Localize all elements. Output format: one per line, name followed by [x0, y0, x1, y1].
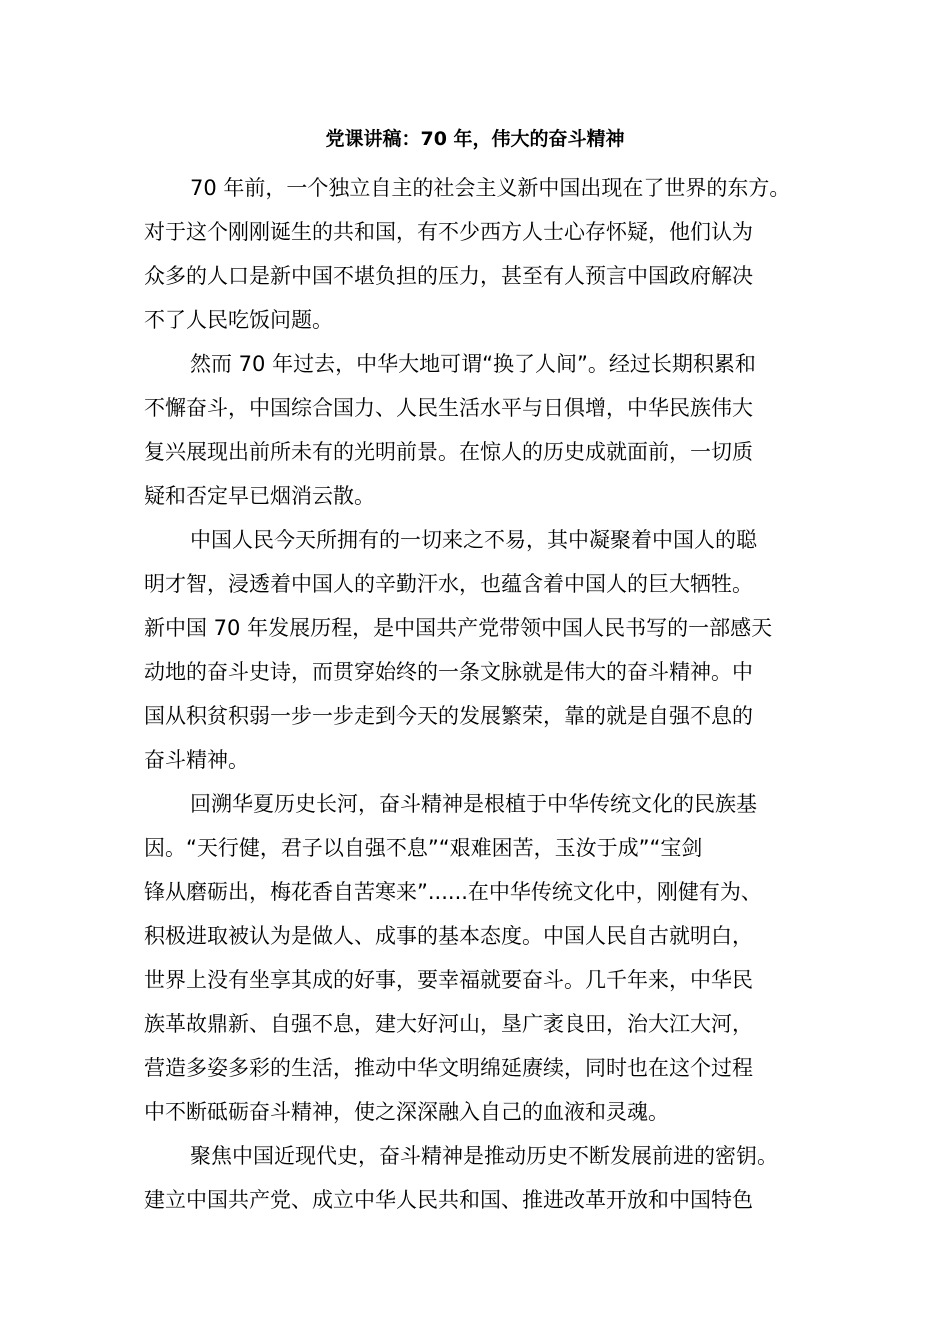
text-line: 对于这个刚刚诞生的共和国，有不少西方人士心存怀疑，他们认为	[144, 220, 753, 244]
text-line: 锋从磨砺出，梅花香自苦寒来”......在中华传统文化中，刚健有为、	[144, 880, 762, 904]
text-line: 疑和否定早已烟消云散。	[144, 484, 375, 508]
text-line: 不懈奋斗，中国综合国力、人民生活水平与日俱增，中华民族伟大	[144, 396, 753, 420]
text-line: 70 年前，一个独立自主的社会主义新中国出现在了世界的东方。	[190, 176, 791, 200]
text-line: 不了人民吃饭问题。	[144, 308, 333, 332]
text-line: 众多的人口是新中国不堪负担的压力，甚至有人预言中国政府解决	[144, 264, 753, 288]
text-line: 然而 70 年过去，中华大地可谓“换了人间”。经过长期积累和	[190, 352, 756, 376]
text-line: 国从积贫积弱一步一步走到今天的发展繁荣，靠的就是自强不息的	[144, 704, 753, 728]
text-line: 新中国 70 年发展历程，是中国共产党带领中国人民书写的一部感天	[144, 616, 773, 640]
text-line: 聚焦中国近现代史，奋斗精神是推动历史不断发展前进的密钥。	[190, 1144, 778, 1168]
text-line: 因。“天行健，君子以自强不息”“艰难困苦，玉汝于成”“宝剑	[144, 836, 703, 860]
text-line: 积极进取被认为是做人、成事的基本态度。中国人民自古就明白，	[144, 924, 753, 948]
text-line: 复兴展现出前所未有的光明前景。在惊人的历史成就面前，一切质	[144, 440, 753, 464]
text-line: 奋斗精神。	[144, 748, 249, 772]
text-line: 动地的奋斗史诗，而贯穿始终的一条文脉就是伟大的奋斗精神。中	[144, 660, 753, 684]
text-line: 回溯华夏历史长河，奋斗精神是根植于中华传统文化的民族基	[190, 792, 757, 816]
document-title: 党课讲稿：70 年，伟大的奋斗精神	[325, 128, 625, 150]
text-line: 明才智，浸透着中国人的辛勤汗水，也蕴含着中国人的巨大牺牲。	[144, 572, 753, 596]
text-line: 族革故鼎新、自强不息，建大好河山，垦广袤良田，治大江大河，	[144, 1012, 753, 1036]
text-line: 中国人民今天所拥有的一切来之不易，其中凝聚着中国人的聪	[190, 528, 757, 552]
text-line: 中不断砥砺奋斗精神，使之深深融入自己的血液和灵魂。	[144, 1100, 669, 1124]
text-line: 营造多姿多彩的生活，推动中华文明绵延赓续，同时也在这个过程	[144, 1056, 753, 1080]
text-line: 世界上没有坐享其成的好事，要幸福就要奋斗。几千年来，中华民	[144, 968, 753, 992]
text-line: 建立中国共产党、成立中华人民共和国、推进改革开放和中国特色	[144, 1188, 753, 1212]
